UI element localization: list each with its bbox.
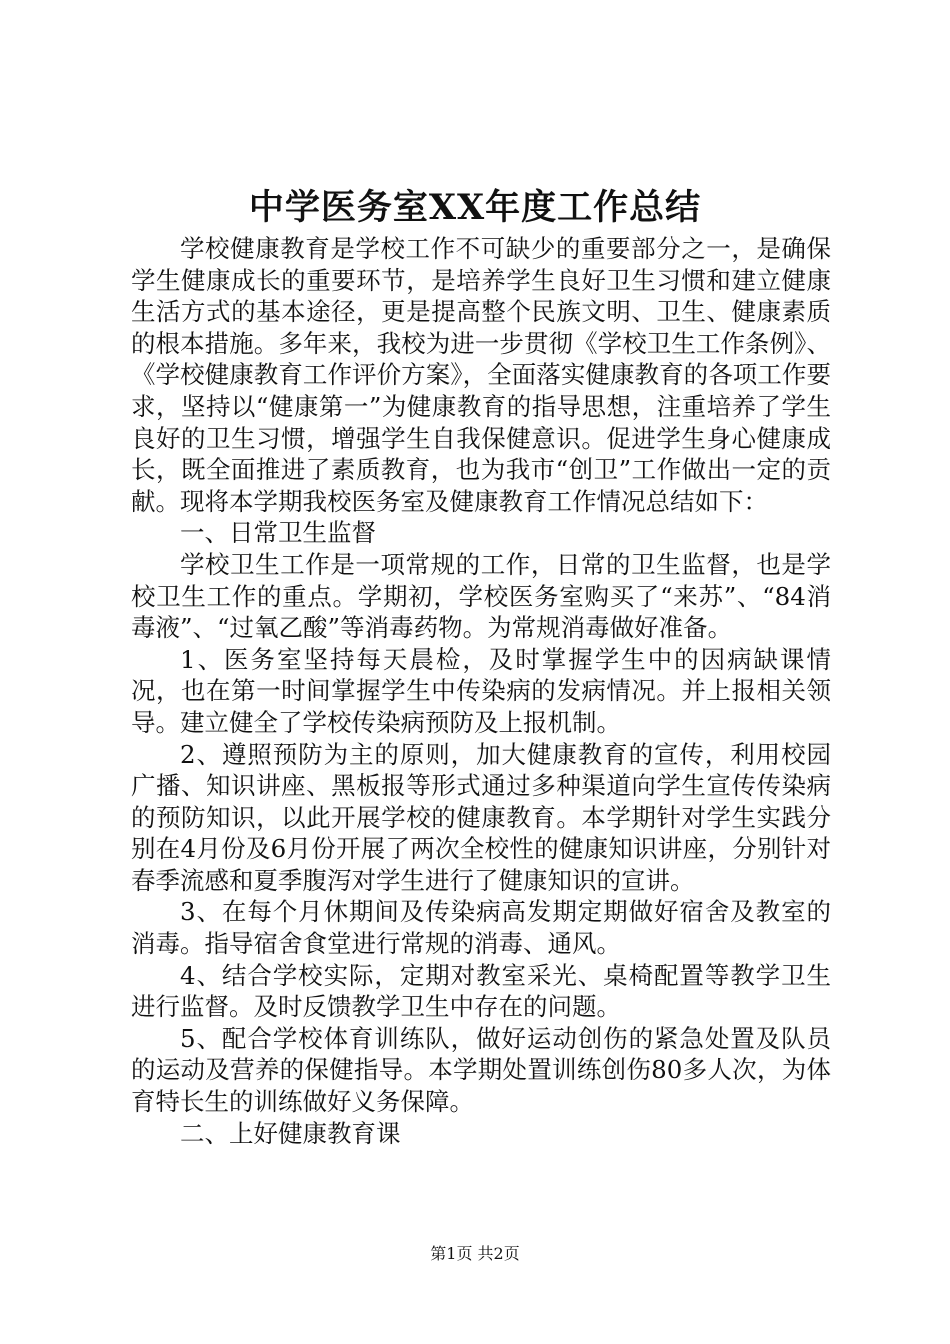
intro-paragraph: 学校健康教育是学校工作不可缺少的重要部分之一，是确保学生健康成长的重要环节，是培养学生良好卫生习惯和建立健康生活方式的基本途径，更是提高整个民族文明、卫生、健康素质的根本措施。多年来，我校为进一步贯彻《学校卫生工作条例》、《学校健康教育工作评价方案》，全面落实健康教育的各项工作要求，坚持以“健康第一”为健康教育的指导思想，注重培养了学生良好的卫生习惯，增强学生自我保健意识。促进学生身心健康成长，既全面推进了素质教育，也为我市“创卫”工作做出一定的贡献。现将本学期我校医务室及健康教育工作情况总结如下： — [131, 234, 831, 516]
page-footer: 第1页 共2页 — [430, 1244, 520, 1263]
page-title: 中学医务室XX年度工作总结 — [248, 187, 702, 228]
list-item-2: 2、遵照预防为主的原则，加大健康教育的宣传，利用校园广播、知识讲座、黑板报等形式通过多种渠道向学生宣传传染病的预防知识，以此开展学校的健康教育。本学期针对学生实践分别在4月份及6月份开展了两次全校性的健康知识讲座，分别针对春季流感和夏季腹泻对学生进行了健康知识的宣讲。 — [131, 739, 831, 895]
list-item-3: 3、在每个月休期间及传染病高发期定期做好宿舍及教室的消毒。指导宿舍食堂进行常规的消毒、通风。 — [131, 897, 831, 959]
paragraph-hygiene-overview: 学校卫生工作是一项常规的工作，日常的卫生监督，也是学校卫生工作的重点。学期初，学校医务室购买了“来苏”、“84消毒液”、“过氧乙酸”等消毒药物。为常规消毒做好准备。 — [131, 549, 831, 643]
list-item-5: 5、配合学校体育训练队，做好运动创伤的紧急处置及队员的运动及营养的保健指导。本学期处置训练创伤80多人次，为体育特长生的训练做好义务保障。 — [131, 1023, 831, 1117]
list-item-1: 1、医务室坚持每天晨检，及时掌握学生中的因病缺课情况，也在第一时间掌握学生中传染病的发病情况。并上报相关领导。建立健全了学校传染病预防及上报机制。 — [131, 644, 831, 737]
list-item-4: 4、结合学校实际，定期对教室采光、桌椅配置等教学卫生进行监督。及时反馈教学卫生中存在的问题。 — [131, 960, 831, 1022]
section-heading-health-class: 二、上好健康教育课 — [180, 1118, 401, 1148]
document-body — [131, 233, 831, 1149]
section-heading-daily-hygiene: 一、日常卫生监督 — [180, 518, 376, 548]
